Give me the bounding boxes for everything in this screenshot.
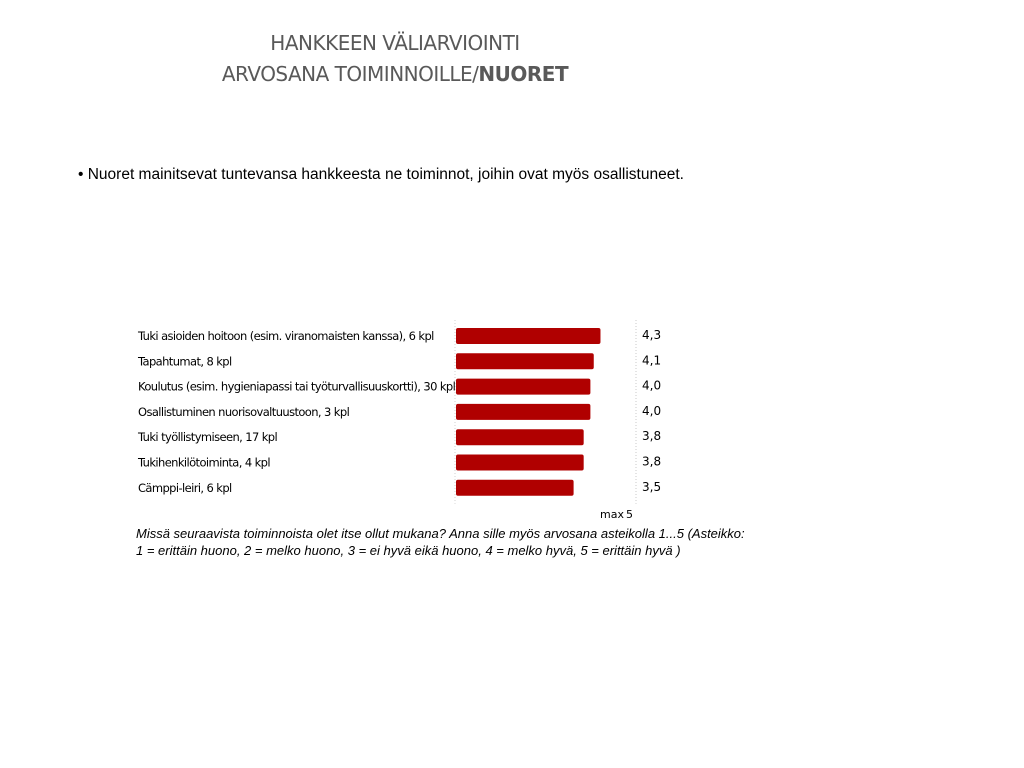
value-label: 3,8 [642, 454, 662, 469]
title-line-1: HANKKEEN VÄLIARVIOINTI [270, 31, 520, 55]
value-label: 4,0 [642, 378, 662, 393]
summary-bullet: • Nuoret mainitsevat tuntevansa hankkeesta ne toiminnot, joihin ovat myös osallistuneet. [78, 166, 684, 183]
value-label: 3,8 [642, 429, 662, 444]
bar [456, 379, 590, 395]
category-label: Tapahtumat, 8 kpl [138, 354, 232, 369]
bar [456, 429, 584, 445]
title-line-2-prefix: ARVOSANA TOIMINNOILLE/ [221, 62, 479, 86]
value-label: 4,3 [642, 328, 662, 342]
bar [456, 480, 574, 496]
survey-question: Missä seuraavista toiminnoista olet itse ollut mukana? Anna sille myös arvosana asteikolla 1...5 (Asteikko: 1 = erittäin huono, 2 = melko huono, 3 = ei hyvä eikä huono, 4 = melko hyvä, 5 = erittäin hyvä ) [136, 526, 745, 558]
bar [456, 404, 590, 420]
bar [456, 328, 600, 344]
title-line-2-bold: NUORET [478, 62, 569, 86]
max-label: max [600, 507, 624, 521]
bar [456, 455, 584, 471]
category-label: Cämppi-leiri, 6 kpl [138, 480, 232, 495]
category-label: Osallistuminen nuorisovaltuustoon, 3 kpl [138, 404, 350, 419]
value-label: 4,0 [642, 403, 662, 418]
value-label: 3,5 [642, 479, 662, 494]
max-value-label: 5 [626, 507, 633, 521]
category-label: Koulutus (esim. hygieniapassi tai työturvallisuuskortti), 30 kpl [138, 379, 456, 394]
category-label: Tuki työllistymiseen, 17 kpl [138, 430, 278, 445]
bar [456, 353, 594, 369]
category-label: Tuki asioiden hoitoon (esim. viranomaisten kanssa), 6 kpl [138, 329, 434, 343]
category-label: Tukihenkilötoiminta, 4 kpl [138, 455, 270, 470]
value-label: 4,1 [642, 353, 662, 368]
